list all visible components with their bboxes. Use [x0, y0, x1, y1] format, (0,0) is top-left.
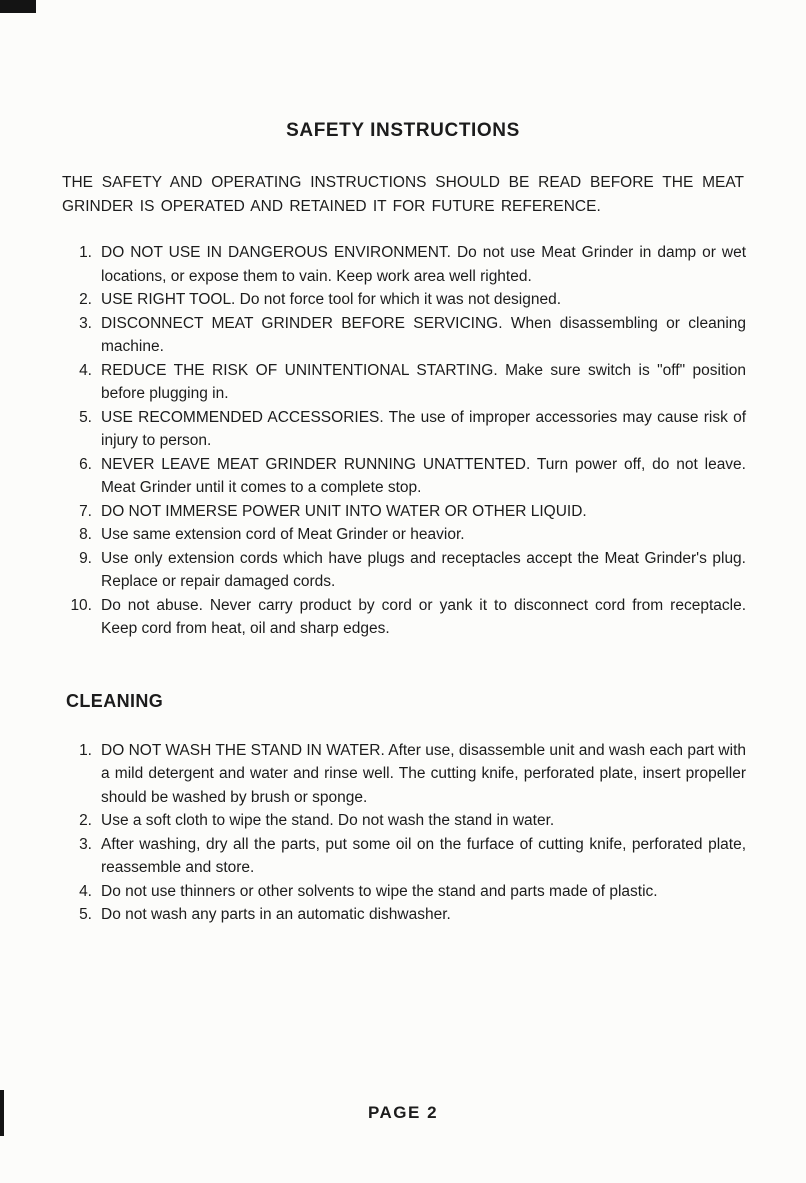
item-number: 3.: [79, 835, 92, 853]
safety-list: [62, 241, 746, 641]
list-item: [62, 500, 746, 524]
item-number: 6.: [79, 455, 92, 473]
item-number: 9.: [79, 549, 92, 567]
item-number: 5.: [79, 408, 92, 426]
cleaning-heading: CLEANING: [66, 690, 164, 711]
item-number: 4.: [79, 361, 92, 379]
list-item: [62, 406, 746, 453]
intro-paragraph: THE SAFETY AND OPERATING INSTRUCTIONS SHOULD BE READ BEFORE THE MEAT GRINDER IS OPERATED AND RETAINED IT FOR FUTURE REFERENCE.: [62, 174, 744, 215]
scan-artifact-bottom-left: [0, 1090, 4, 1136]
list-item: [62, 739, 746, 810]
scan-artifact-top-left: [0, 0, 36, 13]
item-text: Use a soft cloth to wipe the stand. Do not wash the stand in water.: [101, 812, 555, 829]
list-item: [62, 809, 746, 833]
item-text: After washing, dry all the parts, put some oil on the furface of cutting knife, perforated plate, reassemble and store.: [101, 835, 746, 876]
list-item: [62, 312, 746, 359]
item-text: Do not abuse. Never carry product by cord or yank it to disconnect cord from receptacle. Keep cord from heat, oil and sharp edges.: [101, 596, 746, 637]
list-item: [62, 241, 746, 288]
item-number: 4.: [79, 882, 92, 900]
list-item: [62, 880, 746, 904]
item-number: 3.: [79, 314, 92, 332]
list-item: [62, 523, 746, 547]
page-title: SAFETY INSTRUCTIONS: [286, 120, 520, 141]
item-number: 1.: [79, 244, 92, 261]
item-text: DO NOT USE IN DANGEROUS ENVIRONMENT. Do not use Meat Grinder in damp or wet locations, or expose them to vain. Keep work area well righted.: [101, 244, 746, 285]
page-number: PAGE 2: [367, 1103, 439, 1122]
list-item: [62, 547, 746, 594]
item-text: USE RIGHT TOOL. Do not force tool for which it was not designed.: [101, 291, 562, 308]
list-item: [62, 359, 746, 406]
list-item: [62, 288, 746, 312]
item-text: REDUCE THE RISK OF UNINTENTIONAL STARTING. Make sure switch is "off" position before plugging in.: [101, 361, 746, 402]
item-text: DO NOT WASH THE STAND IN WATER. After use, disassemble unit and wash each part with a mild detergent and water and rinse well. The cutting knife, perforated plate, insert propeller should be washed by brush or sponge.: [101, 741, 746, 806]
item-text: NEVER LEAVE MEAT GRINDER RUNNING UNATTENTED. Turn power off, do not leave. Meat Grinder until it comes to a complete stop.: [101, 455, 746, 496]
item-text: Do not use thinners or other solvents to wipe the stand and parts made of plastic.: [101, 882, 658, 900]
item-text: USE RECOMMENDED ACCESSORIES. The use of improper accessories may cause risk of injury to person.: [101, 408, 746, 449]
list-item: [62, 453, 746, 500]
item-text: Use only extension cords which have plugs and receptacles accept the Meat Grinder's plug. Replace or repair damaged cords.: [101, 549, 746, 590]
item-number: 8.: [79, 526, 92, 543]
item-number: 10.: [70, 596, 92, 614]
list-item: [62, 833, 746, 880]
item-text: DISCONNECT MEAT GRINDER BEFORE SERVICING. When disassembling or cleaning machine.: [101, 314, 746, 355]
item-number: 2.: [79, 291, 92, 308]
item-number: 2.: [79, 812, 92, 829]
item-text: DO NOT IMMERSE POWER UNIT INTO WATER OR OTHER LIQUID.: [101, 502, 587, 520]
item-number: 5.: [79, 906, 92, 923]
item-text: Use same extension cord of Meat Grinder or heavior.: [101, 526, 465, 543]
item-text: Do not wash any parts in an automatic dishwasher.: [101, 906, 451, 923]
cleaning-list: [62, 739, 746, 927]
item-number: 7.: [79, 502, 92, 520]
item-number: 1.: [79, 741, 92, 759]
list-item: [62, 594, 746, 641]
list-item: [62, 903, 746, 927]
